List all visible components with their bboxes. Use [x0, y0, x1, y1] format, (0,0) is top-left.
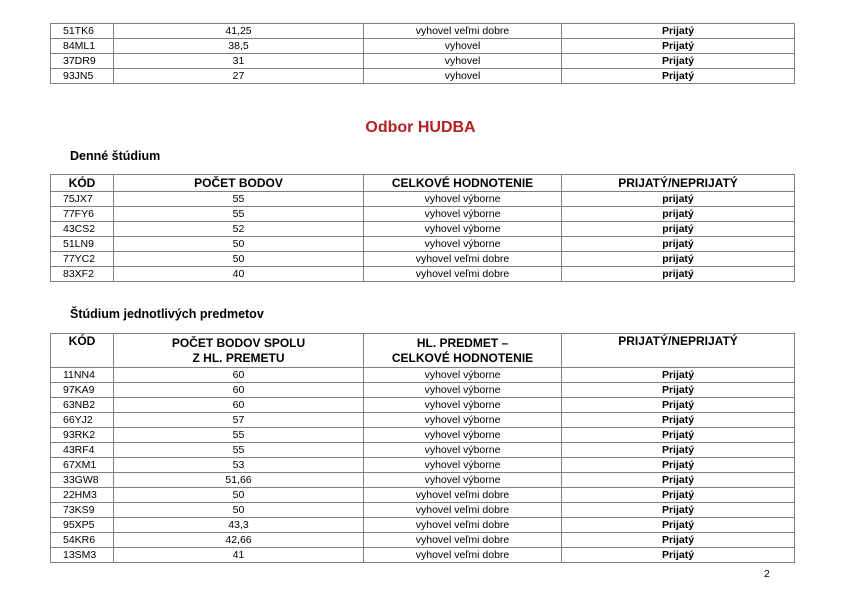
table-row: [51, 267, 795, 282]
cell-code: 43RF4: [51, 443, 114, 458]
cell-status: Prijatý: [562, 24, 795, 39]
cell-evaluation: vyhovel výborne: [364, 368, 562, 383]
cell-status: prijatý: [562, 192, 795, 207]
cell-evaluation: vyhovel výborne: [364, 237, 562, 252]
cell-points: 50: [114, 237, 364, 252]
cell-evaluation: vyhovel výborne: [364, 428, 562, 443]
cell-evaluation: vyhovel výborne: [364, 192, 562, 207]
page-number: 2: [764, 568, 770, 580]
cell-evaluation: vyhovel výborne: [364, 398, 562, 413]
predmety-subtitle: Štúdium jednotlivých predmetov: [70, 307, 264, 321]
header-status: PRIJATÝ/NEPRIJATÝ: [562, 175, 795, 192]
cell-points: 41: [114, 548, 364, 563]
header-evaluation: [364, 334, 562, 368]
cell-status: Prijatý: [562, 488, 795, 503]
cell-code: 51LN9: [51, 237, 114, 252]
cell-points: 52: [114, 222, 364, 237]
cell-status: prijatý: [562, 222, 795, 237]
cell-code: 83XF2: [51, 267, 114, 282]
cell-status: Prijatý: [562, 503, 795, 518]
cell-evaluation: vyhovel: [364, 39, 562, 54]
header-code: KÓD: [51, 175, 114, 192]
header-points-line1: POČET BODOV SPOLU: [171, 335, 306, 350]
cell-evaluation: vyhovel veľmi dobre: [364, 503, 562, 518]
table-row: [51, 488, 795, 503]
cell-code: 43CS2: [51, 222, 114, 237]
cell-status: Prijatý: [562, 443, 795, 458]
cell-status: Prijatý: [562, 548, 795, 563]
cell-status: Prijatý: [562, 458, 795, 473]
table-row: [51, 207, 795, 222]
cell-points: 42,66: [114, 533, 364, 548]
cell-points: 38,5: [114, 39, 364, 54]
cell-points: 50: [114, 252, 364, 267]
cell-status: Prijatý: [562, 533, 795, 548]
cell-code: 51TK6: [51, 24, 114, 39]
section-heading: Odbor HUDBA: [365, 119, 476, 136]
cell-evaluation: vyhovel veľmi dobre: [364, 518, 562, 533]
table-row: [51, 192, 795, 207]
table-row: [51, 368, 795, 383]
table-row: [51, 252, 795, 267]
cell-evaluation: vyhovel výborne: [364, 207, 562, 222]
cell-code: 93JN5: [51, 69, 114, 84]
header-code: KÓD: [51, 334, 114, 368]
cell-code: 13SM3: [51, 548, 114, 563]
cell-evaluation: vyhovel výborne: [364, 458, 562, 473]
cell-status: Prijatý: [562, 473, 795, 488]
cell-evaluation: vyhovel: [364, 69, 562, 84]
cell-code: 54KR6: [51, 533, 114, 548]
table-row: [51, 24, 795, 39]
table-header-row: [51, 334, 795, 368]
cell-code: 63NB2: [51, 398, 114, 413]
denne-table: [50, 174, 795, 282]
header-evaluation-line2: CELKOVÉ HODNOTENIE: [391, 350, 534, 365]
cell-points: 53: [114, 458, 364, 473]
cell-code: 77FY6: [51, 207, 114, 222]
table-row: [51, 458, 795, 473]
cell-evaluation: vyhovel výborne: [364, 443, 562, 458]
cell-points: 50: [114, 503, 364, 518]
cell-evaluation: vyhovel veľmi dobre: [364, 533, 562, 548]
cell-code: 93RK2: [51, 428, 114, 443]
table-row: [51, 548, 795, 563]
cell-evaluation: vyhovel veľmi dobre: [364, 252, 562, 267]
header-evaluation-line1: HL. PREDMET –: [416, 335, 509, 350]
cell-code: 11NN4: [51, 368, 114, 383]
cell-evaluation: vyhovel výborne: [364, 413, 562, 428]
cell-evaluation: vyhovel veľmi dobre: [364, 267, 562, 282]
top-results-table: [50, 23, 795, 84]
cell-code: 67XM1: [51, 458, 114, 473]
cell-status: Prijatý: [562, 39, 795, 54]
cell-status: Prijatý: [562, 69, 795, 84]
cell-evaluation: vyhovel výborne: [364, 383, 562, 398]
cell-points: 60: [114, 383, 364, 398]
cell-status: prijatý: [562, 252, 795, 267]
table-row: [51, 39, 795, 54]
cell-code: 37DR9: [51, 54, 114, 69]
table-row: [51, 222, 795, 237]
cell-status: Prijatý: [562, 428, 795, 443]
header-evaluation: CELKOVÉ HODNOTENIE: [364, 175, 562, 192]
cell-points: 55: [114, 428, 364, 443]
table-row: [51, 398, 795, 413]
table-row: [51, 69, 795, 84]
table-row: [51, 428, 795, 443]
cell-points: 60: [114, 398, 364, 413]
cell-evaluation: vyhovel výborne: [364, 222, 562, 237]
cell-points: 57: [114, 413, 364, 428]
cell-points: 40: [114, 267, 364, 282]
cell-code: 33GW8: [51, 473, 114, 488]
table-row: [51, 473, 795, 488]
predmety-table: [50, 333, 795, 563]
cell-code: 73KS9: [51, 503, 114, 518]
cell-code: 75JX7: [51, 192, 114, 207]
table-row: [51, 54, 795, 69]
cell-status: Prijatý: [562, 54, 795, 69]
cell-evaluation: vyhovel veľmi dobre: [364, 24, 562, 39]
table-row: [51, 237, 795, 252]
cell-points: 55: [114, 207, 364, 222]
denne-subtitle: Denné štúdium: [70, 149, 161, 163]
cell-status: Prijatý: [562, 398, 795, 413]
table-row: [51, 383, 795, 398]
cell-code: 95XP5: [51, 518, 114, 533]
table-row: [51, 518, 795, 533]
cell-code: 84ML1: [51, 39, 114, 54]
cell-status: Prijatý: [562, 383, 795, 398]
table-row: [51, 533, 795, 548]
cell-points: 55: [114, 443, 364, 458]
header-points: [114, 334, 364, 368]
header-points: POČET BODOV: [114, 175, 364, 192]
table-row: [51, 413, 795, 428]
cell-points: 50: [114, 488, 364, 503]
cell-status: Prijatý: [562, 518, 795, 533]
cell-evaluation: vyhovel veľmi dobre: [364, 488, 562, 503]
table-row: [51, 503, 795, 518]
cell-status: prijatý: [562, 267, 795, 282]
cell-status: prijatý: [562, 237, 795, 252]
cell-code: 77YC2: [51, 252, 114, 267]
cell-points: 55: [114, 192, 364, 207]
cell-status: prijatý: [562, 207, 795, 222]
cell-code: 97KA9: [51, 383, 114, 398]
cell-status: Prijatý: [562, 368, 795, 383]
header-status: PRIJATÝ/NEPRIJATÝ: [562, 334, 795, 368]
cell-status: Prijatý: [562, 413, 795, 428]
cell-points: 31: [114, 54, 364, 69]
cell-points: 43,3: [114, 518, 364, 533]
cell-points: 41,25: [114, 24, 364, 39]
cell-code: 66YJ2: [51, 413, 114, 428]
cell-points: 27: [114, 69, 364, 84]
cell-points: 51,66: [114, 473, 364, 488]
header-points-line2: Z HL. PREMETU: [192, 350, 285, 365]
cell-evaluation: vyhovel výborne: [364, 473, 562, 488]
cell-code: 22HM3: [51, 488, 114, 503]
table-header-row: [51, 175, 795, 192]
cell-points: 60: [114, 368, 364, 383]
table-row: [51, 443, 795, 458]
cell-evaluation: vyhovel veľmi dobre: [364, 548, 562, 563]
cell-evaluation: vyhovel: [364, 54, 562, 69]
